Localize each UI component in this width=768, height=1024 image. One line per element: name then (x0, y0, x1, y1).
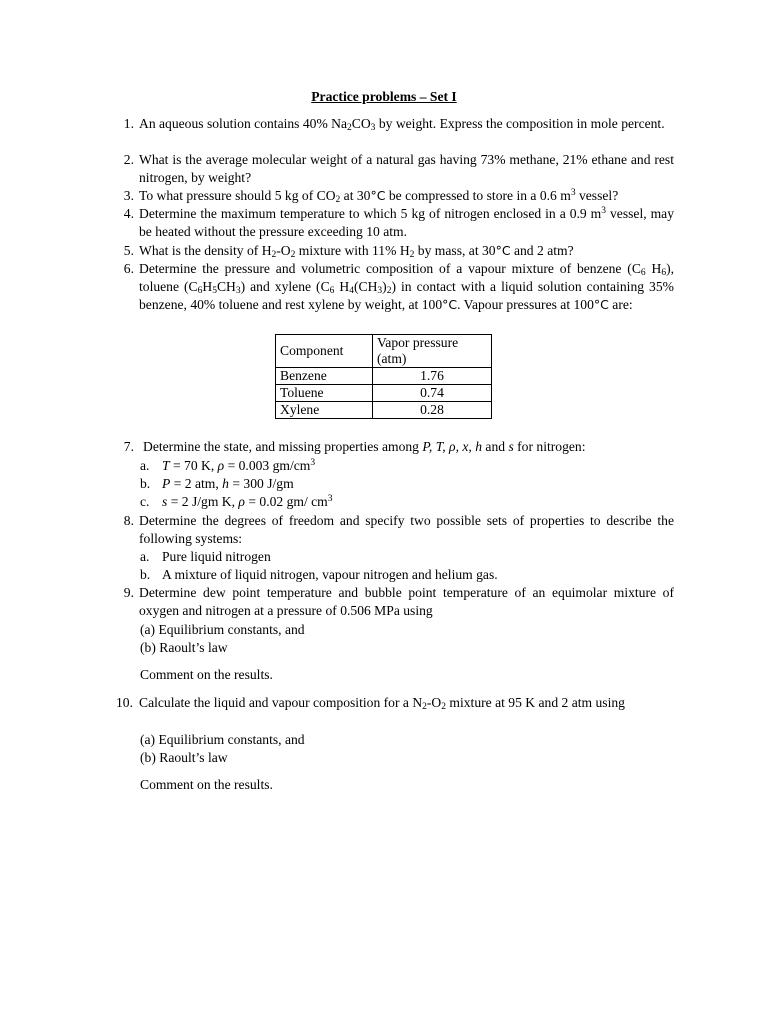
page-title: Practice problems – Set I (311, 89, 457, 104)
vapor-pressure-table (275, 334, 492, 419)
problem-4 (112, 205, 674, 241)
problem-text: Determine the pressure and volumetric composition of a vapour mixture of benzene ($C_6$ $H_6$), toluene $(C_6H_5CH_3)$ and xylene ($C_6$ $H_4(CH_3)_2$) in contact with a liquid solution containing 35% benzene, 40% toluene and rest xylene by weight, at 100°C. Vapour pressures at 100°C are: (139, 261, 675, 312)
problem-8b: b. A mixture of liquid nitrogen, vapour nitrogen and helium gas. (140, 567, 498, 582)
problem-number: 8. (123, 513, 134, 528)
problem-number: 6. (123, 261, 134, 276)
problem-number: 5. (123, 243, 134, 258)
problem-7c: c. s = 2 J/gm K, ρ = 0.02 gm/ $cm^3$ (140, 494, 333, 509)
problem-number: 1. (123, 116, 134, 131)
problem-text: What is the density of $H_2-O_2$ mixture with 11% $H_2$ by mass, at 30°C and 2 atm? (139, 243, 574, 260)
problem-text: To what pressure should 5 kg of $CO_2$ at 30°C be compressed to store in a 0.6 $m^3$ vessel? (139, 188, 619, 205)
problem-8 (112, 512, 674, 548)
table-cell: 1.76 (373, 368, 492, 385)
problem-10b: (b) Raoult’s law (140, 750, 228, 765)
problem-9a: (a) Equilibrium constants, and (140, 622, 305, 637)
table-header-cell: Vapor pressure (atm) (373, 335, 492, 368)
problem-2 (112, 151, 674, 187)
problem-text: Determine the degrees of freedom and specify two possible sets of properties to describe the following systems: (139, 513, 674, 546)
problem-text: Determine the maximum temperature to which 5 kg of nitrogen enclosed in a 0.9 $m^3$ vessel, may be heated without the pressure exceeding 10 atm. (139, 206, 674, 239)
problem-3 (112, 187, 674, 205)
problem-1 (112, 115, 674, 133)
problem-9-comment: Comment on the results. (140, 667, 273, 682)
table-row (276, 368, 492, 385)
problem-text: An aqueous solution contains 40% $Na_2CO_3$ by weight. Express the composition in mole percent. (139, 116, 665, 133)
problem-text: What is the average molecular weight of a natural gas having 73% methane, 21% ethane and rest nitrogen, by weight? (139, 152, 674, 185)
problem-10 (112, 694, 674, 712)
table-cell: 0.28 (373, 402, 492, 419)
table-row (276, 402, 492, 419)
problem-7 (112, 438, 674, 456)
problem-7b: b. P = 2 atm, h = 300 J/gm (140, 476, 294, 491)
problem-text: Calculate the liquid and vapour composition for a $N_2-O_2$ mixture at 95 K and 2 atm using (139, 695, 625, 712)
problem-10-comment: Comment on the results. (140, 777, 273, 792)
problem-number: 2. (123, 152, 134, 167)
table-row (276, 385, 492, 402)
problem-number: 4. (123, 206, 134, 221)
problem-number: 9. (123, 585, 134, 600)
problem-7a: a. T = 70 K, ρ = 0.003 $gm/cm^3$ (140, 458, 316, 473)
problem-10a: (a) Equilibrium constants, and (140, 732, 305, 747)
problem-8a: a. Pure liquid nitrogen (140, 549, 271, 564)
problem-5 (112, 242, 674, 260)
table-header-cell: Component (276, 335, 373, 368)
problem-text: Determine dew point temperature and bubble point temperature of an equimolar mixture of oxygen and nitrogen at a pressure of 0.506 MPa using (139, 585, 674, 618)
problem-number: 3. (123, 188, 134, 203)
table-cell: Xylene (276, 402, 373, 419)
table-cell: Toluene (276, 385, 373, 402)
problem-number: 7. (123, 439, 134, 454)
problem-text: Determine the state, and missing properties among P, T, ρ, x, h and s for nitrogen: (143, 439, 586, 454)
problem-number: 10. (116, 695, 133, 710)
table-cell: Benzene (276, 368, 373, 385)
table-header-row (276, 335, 492, 368)
problem-9 (112, 584, 674, 620)
table-cell: 0.74 (373, 385, 492, 402)
problem-6 (112, 260, 674, 314)
problem-9b: (b) Raoult’s law (140, 640, 228, 655)
